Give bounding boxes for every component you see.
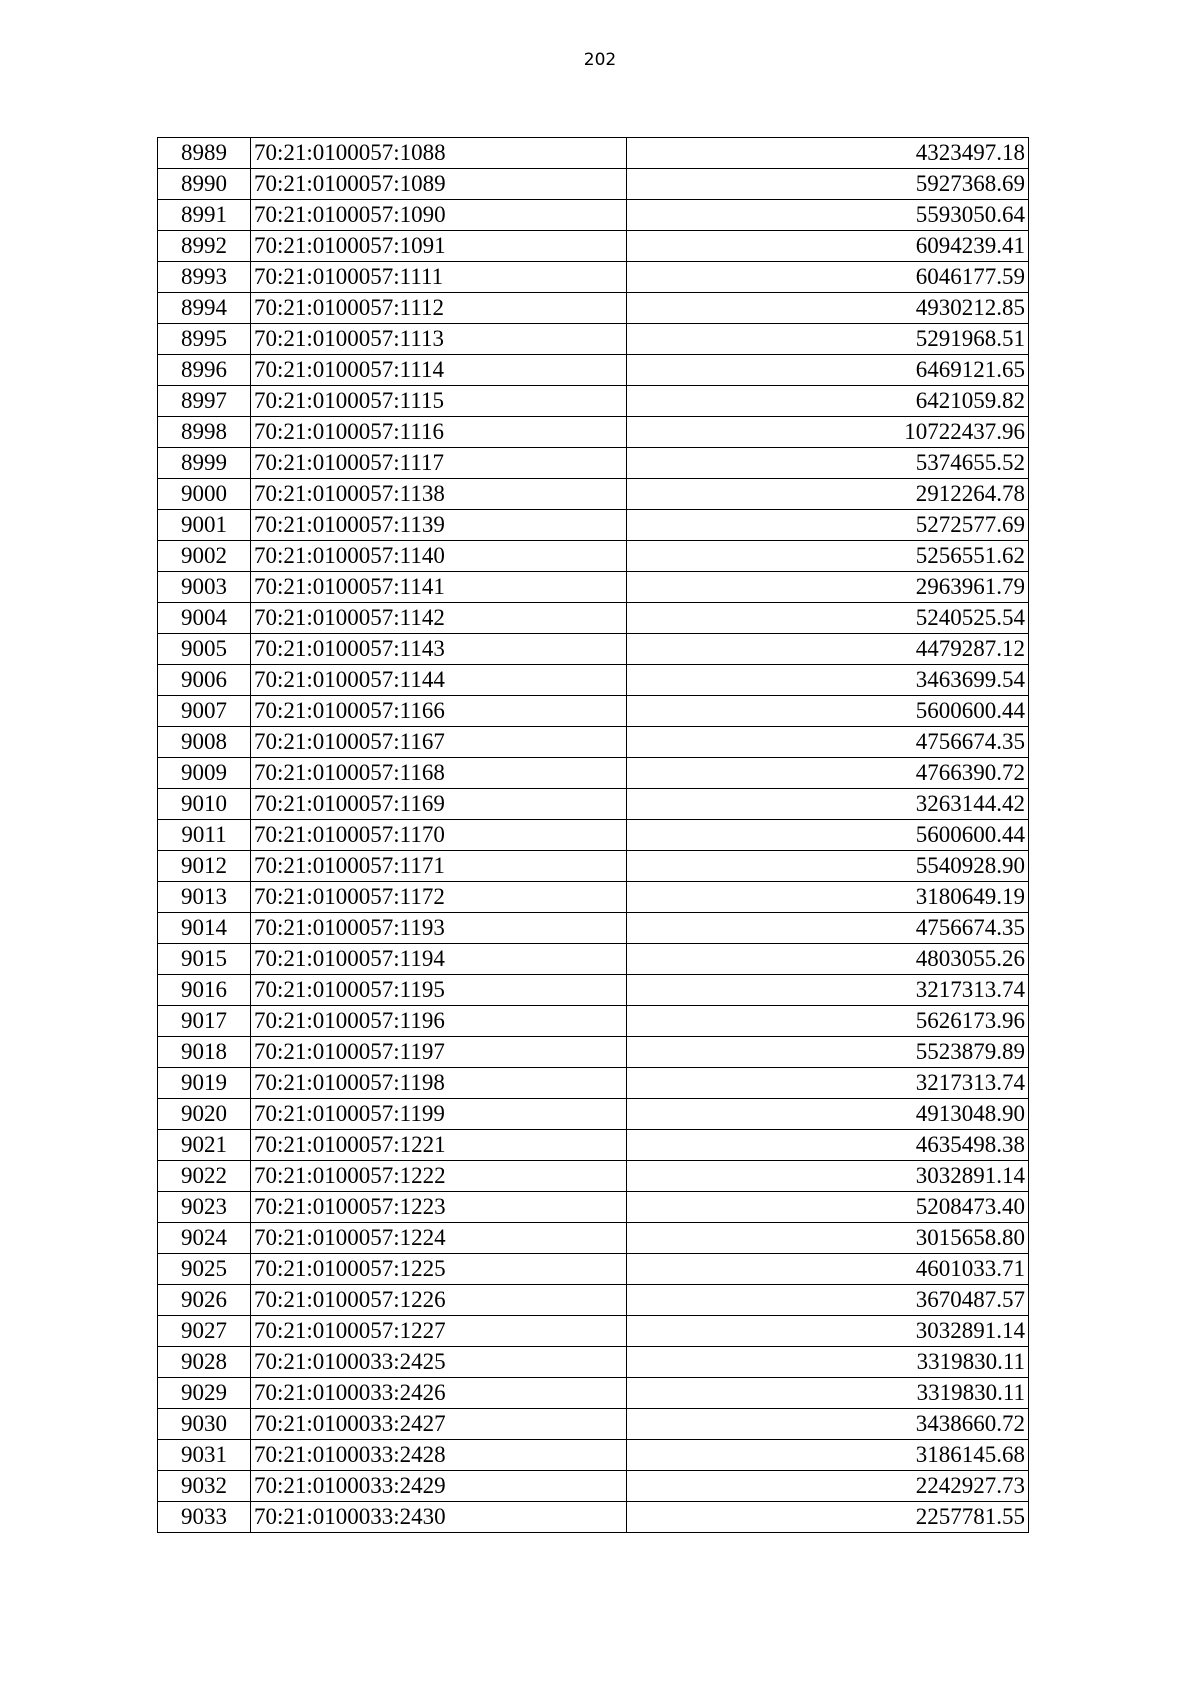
value-cell: 4601033.71: [627, 1254, 1029, 1285]
row-number-cell: 9009: [158, 758, 251, 789]
row-number-cell: 9010: [158, 789, 251, 820]
row-number-cell: 9022: [158, 1161, 251, 1192]
row-number-cell: 9016: [158, 975, 251, 1006]
value-cell: 2912264.78: [627, 479, 1029, 510]
value-cell: 4479287.12: [627, 634, 1029, 665]
row-number-cell: 9004: [158, 603, 251, 634]
table-row: [158, 169, 1029, 200]
cadastral-number-cell: 70:21:0100057:1140: [251, 541, 627, 572]
value-cell: 2963961.79: [627, 572, 1029, 603]
table-row: [158, 355, 1029, 386]
table-row: [158, 1502, 1029, 1533]
value-cell: 5291968.51: [627, 324, 1029, 355]
cadastral-number-cell: 70:21:0100057:1139: [251, 510, 627, 541]
value-cell: 3263144.42: [627, 789, 1029, 820]
cadastral-number-cell: 70:21:0100057:1116: [251, 417, 627, 448]
row-number-cell: 9021: [158, 1130, 251, 1161]
table-row: [158, 1440, 1029, 1471]
cadastral-number-cell: 70:21:0100033:2429: [251, 1471, 627, 1502]
value-cell: 4930212.85: [627, 293, 1029, 324]
table-row: [158, 1316, 1029, 1347]
table-row: [158, 665, 1029, 696]
cadastral-number-cell: 70:21:0100057:1168: [251, 758, 627, 789]
table-body: [158, 138, 1029, 1533]
table-row: [158, 696, 1029, 727]
table-row: [158, 727, 1029, 758]
table-row: [158, 386, 1029, 417]
row-number-cell: 8995: [158, 324, 251, 355]
row-number-cell: 8996: [158, 355, 251, 386]
cadastral-number-cell: 70:21:0100057:1199: [251, 1099, 627, 1130]
cadastral-number-cell: 70:21:0100057:1167: [251, 727, 627, 758]
row-number-cell: 9031: [158, 1440, 251, 1471]
value-cell: 4323497.18: [627, 138, 1029, 169]
cadastral-value-table: [157, 137, 1029, 1533]
value-cell: 5272577.69: [627, 510, 1029, 541]
row-number-cell: 9001: [158, 510, 251, 541]
value-cell: 6421059.82: [627, 386, 1029, 417]
cadastral-number-cell: 70:21:0100057:1088: [251, 138, 627, 169]
value-cell: 5626173.96: [627, 1006, 1029, 1037]
row-number-cell: 9025: [158, 1254, 251, 1285]
table-row: [158, 417, 1029, 448]
cadastral-number-cell: 70:21:0100057:1111: [251, 262, 627, 293]
table-row: [158, 1192, 1029, 1223]
value-cell: 4766390.72: [627, 758, 1029, 789]
value-cell: 5208473.40: [627, 1192, 1029, 1223]
table-row: [158, 138, 1029, 169]
cadastral-number-cell: 70:21:0100057:1224: [251, 1223, 627, 1254]
value-cell: 5540928.90: [627, 851, 1029, 882]
cadastral-number-cell: 70:21:0100057:1090: [251, 200, 627, 231]
cadastral-number-cell: 70:21:0100033:2428: [251, 1440, 627, 1471]
row-number-cell: 9017: [158, 1006, 251, 1037]
value-cell: 3217313.74: [627, 1068, 1029, 1099]
cadastral-number-cell: 70:21:0100057:1223: [251, 1192, 627, 1223]
table-row: [158, 541, 1029, 572]
cadastral-number-cell: 70:21:0100057:1089: [251, 169, 627, 200]
row-number-cell: 9024: [158, 1223, 251, 1254]
value-cell: 2257781.55: [627, 1502, 1029, 1533]
table-row: [158, 1223, 1029, 1254]
value-cell: 5600600.44: [627, 696, 1029, 727]
value-cell: 3438660.72: [627, 1409, 1029, 1440]
page-number: 202: [583, 50, 617, 70]
row-number-cell: 8997: [158, 386, 251, 417]
table-row: [158, 200, 1029, 231]
table-row: [158, 789, 1029, 820]
table-row: [158, 324, 1029, 355]
cadastral-number-cell: 70:21:0100057:1222: [251, 1161, 627, 1192]
table-row: [158, 1254, 1029, 1285]
value-cell: 5240525.54: [627, 603, 1029, 634]
value-cell: 5593050.64: [627, 200, 1029, 231]
cadastral-number-cell: 70:21:0100057:1194: [251, 944, 627, 975]
cadastral-number-cell: 70:21:0100057:1169: [251, 789, 627, 820]
value-cell: 3319830.11: [627, 1378, 1029, 1409]
cadastral-number-cell: 70:21:0100057:1172: [251, 882, 627, 913]
cadastral-number-cell: 70:21:0100057:1141: [251, 572, 627, 603]
cadastral-number-cell: 70:21:0100057:1143: [251, 634, 627, 665]
row-number-cell: 8991: [158, 200, 251, 231]
value-cell: 4913048.90: [627, 1099, 1029, 1130]
table-row: [158, 851, 1029, 882]
value-cell: 6094239.41: [627, 231, 1029, 262]
row-number-cell: 9028: [158, 1347, 251, 1378]
cadastral-number-cell: 70:21:0100057:1221: [251, 1130, 627, 1161]
value-cell: 3463699.54: [627, 665, 1029, 696]
table-row: [158, 231, 1029, 262]
cadastral-number-cell: 70:21:0100057:1193: [251, 913, 627, 944]
row-number-cell: 9020: [158, 1099, 251, 1130]
row-number-cell: 9018: [158, 1037, 251, 1068]
cadastral-number-cell: 70:21:0100057:1166: [251, 696, 627, 727]
row-number-cell: 9014: [158, 913, 251, 944]
table-row: [158, 510, 1029, 541]
value-cell: 3032891.14: [627, 1316, 1029, 1347]
row-number-cell: 9007: [158, 696, 251, 727]
cadastral-number-cell: 70:21:0100057:1113: [251, 324, 627, 355]
cadastral-number-cell: 70:21:0100033:2425: [251, 1347, 627, 1378]
table-row: [158, 1471, 1029, 1502]
value-cell: 5374655.52: [627, 448, 1029, 479]
table-row: [158, 1347, 1029, 1378]
value-cell: 3319830.11: [627, 1347, 1029, 1378]
table-row: [158, 262, 1029, 293]
value-cell: 5256551.62: [627, 541, 1029, 572]
value-cell: 5600600.44: [627, 820, 1029, 851]
cadastral-number-cell: 70:21:0100057:1196: [251, 1006, 627, 1037]
table-row: [158, 1130, 1029, 1161]
value-cell: 6469121.65: [627, 355, 1029, 386]
table-row: [158, 1099, 1029, 1130]
value-cell: 10722437.96: [627, 417, 1029, 448]
row-number-cell: 9033: [158, 1502, 251, 1533]
cadastral-number-cell: 70:21:0100033:2430: [251, 1502, 627, 1533]
row-number-cell: 8993: [158, 262, 251, 293]
cadastral-number-cell: 70:21:0100057:1112: [251, 293, 627, 324]
table-row: [158, 758, 1029, 789]
value-cell: 6046177.59: [627, 262, 1029, 293]
row-number-cell: 9000: [158, 479, 251, 510]
table-row: [158, 975, 1029, 1006]
table-row: [158, 293, 1029, 324]
row-number-cell: 8989: [158, 138, 251, 169]
table-row: [158, 1006, 1029, 1037]
cadastral-number-cell: 70:21:0100057:1227: [251, 1316, 627, 1347]
cadastral-number-cell: 70:21:0100033:2426: [251, 1378, 627, 1409]
table-row: [158, 572, 1029, 603]
value-cell: 3186145.68: [627, 1440, 1029, 1471]
table-row: [158, 1068, 1029, 1099]
value-cell: 4756674.35: [627, 727, 1029, 758]
row-number-cell: 9026: [158, 1285, 251, 1316]
row-number-cell: 9006: [158, 665, 251, 696]
cadastral-number-cell: 70:21:0100057:1171: [251, 851, 627, 882]
row-number-cell: 8999: [158, 448, 251, 479]
table-row: [158, 882, 1029, 913]
table-row: [158, 634, 1029, 665]
cadastral-number-cell: 70:21:0100057:1225: [251, 1254, 627, 1285]
row-number-cell: 8992: [158, 231, 251, 262]
value-cell: 2242927.73: [627, 1471, 1029, 1502]
table-row: [158, 944, 1029, 975]
cadastral-number-cell: 70:21:0100033:2427: [251, 1409, 627, 1440]
row-number-cell: 9008: [158, 727, 251, 758]
cadastral-number-cell: 70:21:0100057:1197: [251, 1037, 627, 1068]
row-number-cell: 9030: [158, 1409, 251, 1440]
row-number-cell: 9019: [158, 1068, 251, 1099]
cadastral-number-cell: 70:21:0100057:1226: [251, 1285, 627, 1316]
value-cell: 4756674.35: [627, 913, 1029, 944]
table-row: [158, 1285, 1029, 1316]
cadastral-number-cell: 70:21:0100057:1195: [251, 975, 627, 1006]
row-number-cell: 9015: [158, 944, 251, 975]
table-row: [158, 603, 1029, 634]
cadastral-number-cell: 70:21:0100057:1115: [251, 386, 627, 417]
value-cell: 3032891.14: [627, 1161, 1029, 1192]
value-cell: 3670487.57: [627, 1285, 1029, 1316]
table-row: [158, 1409, 1029, 1440]
row-number-cell: 8990: [158, 169, 251, 200]
row-number-cell: 9029: [158, 1378, 251, 1409]
cadastral-number-cell: 70:21:0100057:1170: [251, 820, 627, 851]
row-number-cell: 9005: [158, 634, 251, 665]
value-cell: 3217313.74: [627, 975, 1029, 1006]
cadastral-number-cell: 70:21:0100057:1117: [251, 448, 627, 479]
table-row: [158, 1378, 1029, 1409]
value-cell: 3015658.80: [627, 1223, 1029, 1254]
cadastral-number-cell: 70:21:0100057:1114: [251, 355, 627, 386]
cadastral-number-cell: 70:21:0100057:1144: [251, 665, 627, 696]
table-row: [158, 479, 1029, 510]
value-cell: 3180649.19: [627, 882, 1029, 913]
cadastral-number-cell: 70:21:0100057:1091: [251, 231, 627, 262]
cadastral-number-cell: 70:21:0100057:1198: [251, 1068, 627, 1099]
value-cell: 5523879.89: [627, 1037, 1029, 1068]
table-row: [158, 913, 1029, 944]
table-row: [158, 1037, 1029, 1068]
row-number-cell: 9003: [158, 572, 251, 603]
row-number-cell: 8998: [158, 417, 251, 448]
row-number-cell: 9013: [158, 882, 251, 913]
value-cell: 4803055.26: [627, 944, 1029, 975]
row-number-cell: 9012: [158, 851, 251, 882]
row-number-cell: 9027: [158, 1316, 251, 1347]
table-row: [158, 820, 1029, 851]
row-number-cell: 9032: [158, 1471, 251, 1502]
row-number-cell: 9011: [158, 820, 251, 851]
table-row: [158, 448, 1029, 479]
cadastral-number-cell: 70:21:0100057:1142: [251, 603, 627, 634]
row-number-cell: 9002: [158, 541, 251, 572]
value-cell: 5927368.69: [627, 169, 1029, 200]
cadastral-number-cell: 70:21:0100057:1138: [251, 479, 627, 510]
row-number-cell: 9023: [158, 1192, 251, 1223]
table-row: [158, 1161, 1029, 1192]
row-number-cell: 8994: [158, 293, 251, 324]
value-cell: 4635498.38: [627, 1130, 1029, 1161]
